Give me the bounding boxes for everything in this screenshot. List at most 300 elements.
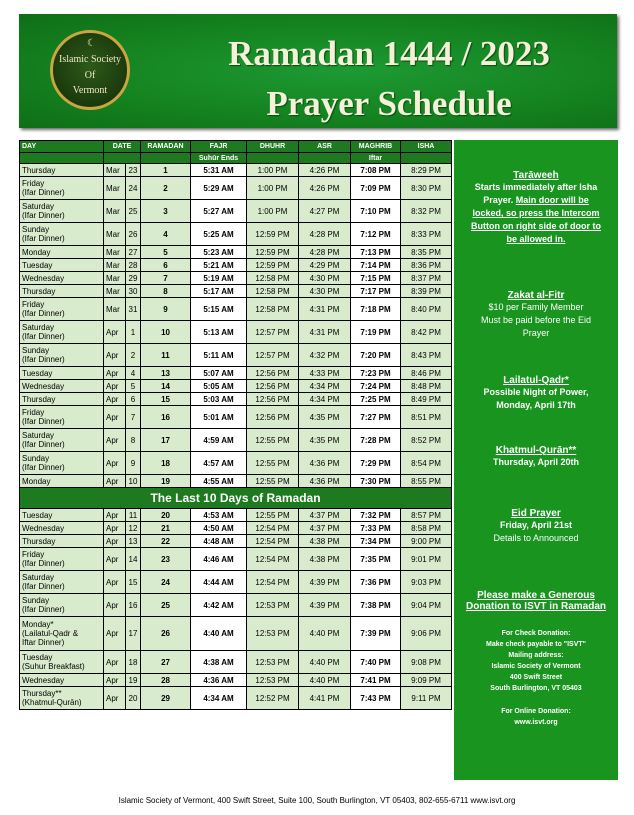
- day-cell: [20, 321, 104, 344]
- asr-time-cell: 4:30 PM: [299, 285, 351, 298]
- date-day-cell: 19: [126, 674, 141, 687]
- maghrib-time-cell: 7:28 PM: [351, 429, 401, 452]
- taraweeh-line2: Prayer.: [483, 195, 514, 205]
- table-row: [20, 246, 452, 259]
- maghrib-time-cell: 7:33 PM: [351, 522, 401, 535]
- dhuhr-time-cell: 12:53 PM: [247, 651, 299, 674]
- zakat-line1: $10 per Family Member: [488, 302, 584, 312]
- day-cell: [20, 380, 104, 393]
- table-row: [20, 522, 452, 535]
- header-maghrib: MAGHRIB: [351, 141, 401, 153]
- date-month-cell: Mar: [104, 285, 126, 298]
- day-cell: [20, 594, 104, 617]
- day-cell: [20, 367, 104, 380]
- header-ramadan: RAMADAN: [141, 141, 191, 153]
- table-row: [20, 272, 452, 285]
- header-isha: ISHA: [401, 141, 452, 153]
- dhuhr-time-cell: 12:59 PM: [247, 259, 299, 272]
- day-cell: [20, 344, 104, 367]
- fajr-time-cell: 5:29 AM: [191, 177, 247, 200]
- fajr-time-cell: 5:13 AM: [191, 321, 247, 344]
- date-day-cell: 29: [126, 272, 141, 285]
- header-date: DATE: [104, 141, 141, 153]
- date-month-cell: Mar: [104, 298, 126, 321]
- day-name: Tuesday: [22, 510, 53, 520]
- date-month-cell: Mar: [104, 259, 126, 272]
- ramadan-day-cell: 2: [141, 177, 191, 200]
- table-row: [20, 223, 452, 246]
- day-note: (Ifar Dinner): [22, 440, 65, 449]
- fajr-time-cell: 5:15 AM: [191, 298, 247, 321]
- khatm-title: Khatmul-Qurān**: [495, 445, 577, 456]
- maghrib-time-cell: 7:12 PM: [351, 223, 401, 246]
- date-day-cell: 15: [126, 571, 141, 594]
- day-name: Tuesday: [22, 368, 53, 378]
- dhuhr-time-cell: 12:55 PM: [247, 429, 299, 452]
- asr-time-cell: 4:31 PM: [299, 321, 351, 344]
- check-donation-title: For Check Donation:: [501, 630, 571, 637]
- date-day-cell: 28: [126, 259, 141, 272]
- isha-time-cell: 8:52 PM: [401, 429, 452, 452]
- day-name: Thursday: [22, 165, 56, 175]
- table-row: [20, 344, 452, 367]
- day-cell: [20, 674, 104, 687]
- taraweeh-title: Tarāweeh: [513, 170, 559, 181]
- day-cell: [20, 285, 104, 298]
- isha-time-cell: 8:54 PM: [401, 452, 452, 475]
- day-name: Saturday: [22, 431, 55, 440]
- day-note: (Ifar Dinner): [22, 211, 65, 220]
- maghrib-time-cell: 7:14 PM: [351, 259, 401, 272]
- day-note: (Ifar Dinner): [22, 188, 65, 197]
- dhuhr-time-cell: 12:59 PM: [247, 246, 299, 259]
- table-row: [20, 674, 452, 687]
- footer-address: Islamic Society of Vermont, 400 Swift Street, Suite 100, South Burlington, VT 05403, 802-655-6711 www.isvt.org: [118, 796, 516, 805]
- maghrib-time-cell: 7:36 PM: [351, 571, 401, 594]
- dhuhr-time-cell: 12:54 PM: [247, 535, 299, 548]
- isha-time-cell: 8:32 PM: [401, 200, 452, 223]
- eid-line1: Friday, April 21st: [499, 520, 573, 530]
- fajr-time-cell: 5:23 AM: [191, 246, 247, 259]
- dhuhr-time-cell: 1:00 PM: [247, 200, 299, 223]
- day-name: Friday: [22, 550, 45, 559]
- fajr-time-cell: 4:46 AM: [191, 548, 247, 571]
- table-row: [20, 285, 452, 298]
- fajr-time-cell: 5:27 AM: [191, 200, 247, 223]
- day-note: (Suhur Breakfast): [22, 662, 85, 671]
- fajr-time-cell: 4:59 AM: [191, 429, 247, 452]
- ramadan-day-cell: 24: [141, 571, 191, 594]
- day-cell: [20, 298, 104, 321]
- isha-time-cell: 8:37 PM: [401, 272, 452, 285]
- check-line4: 400 Swift Street: [509, 674, 563, 681]
- day-name: Thursday: [22, 536, 56, 546]
- day-name: Sunday: [22, 596, 50, 605]
- dhuhr-time-cell: 12:56 PM: [247, 367, 299, 380]
- taraweeh-line3: Main door will be: [515, 195, 589, 205]
- day-note-2: Iftar Dinner): [22, 638, 65, 647]
- day-name: Saturday: [22, 573, 55, 582]
- ramadan-day-cell: 3: [141, 200, 191, 223]
- date-month-cell: Apr: [104, 406, 126, 429]
- dhuhr-time-cell: 12:53 PM: [247, 674, 299, 687]
- day-cell: [20, 200, 104, 223]
- logo-text-line3: Vermont: [72, 85, 108, 96]
- date-day-cell: 4: [126, 367, 141, 380]
- table-row: [20, 259, 452, 272]
- ramadan-day-cell: 23: [141, 548, 191, 571]
- dhuhr-time-cell: 12:54 PM: [247, 548, 299, 571]
- table-row: [20, 475, 452, 488]
- date-day-cell: 30: [126, 285, 141, 298]
- date-month-cell: Apr: [104, 321, 126, 344]
- day-cell: [20, 406, 104, 429]
- dhuhr-time-cell: 12:58 PM: [247, 272, 299, 285]
- maghrib-time-cell: 7:20 PM: [351, 344, 401, 367]
- day-cell: [20, 475, 104, 488]
- day-note: (Ifar Dinner): [22, 332, 65, 341]
- table-row: [20, 200, 452, 223]
- date-month-cell: Apr: [104, 380, 126, 393]
- lailatul-title: Lailatul-Qadr*: [503, 375, 569, 386]
- page-subtitle: Prayer Schedule: [266, 84, 512, 123]
- date-month-cell: Apr: [104, 687, 126, 710]
- asr-time-cell: 4:39 PM: [299, 594, 351, 617]
- maghrib-time-cell: 7:40 PM: [351, 651, 401, 674]
- ramadan-day-cell: 14: [141, 380, 191, 393]
- ramadan-day-cell: 5: [141, 246, 191, 259]
- day-name: Thursday**: [22, 689, 62, 698]
- ramadan-day-cell: 15: [141, 393, 191, 406]
- dhuhr-time-cell: 1:00 PM: [247, 164, 299, 177]
- fajr-time-cell: 4:50 AM: [191, 522, 247, 535]
- date-day-cell: 1: [126, 321, 141, 344]
- isha-time-cell: 9:06 PM: [401, 617, 452, 651]
- isha-time-cell: 8:39 PM: [401, 285, 452, 298]
- date-month-cell: Apr: [104, 509, 126, 522]
- isha-time-cell: 9:04 PM: [401, 594, 452, 617]
- day-cell: [20, 393, 104, 406]
- isha-time-cell: 9:00 PM: [401, 535, 452, 548]
- day-cell: [20, 177, 104, 200]
- asr-time-cell: 4:32 PM: [299, 344, 351, 367]
- asr-time-cell: 4:38 PM: [299, 535, 351, 548]
- day-cell: [20, 452, 104, 475]
- check-line2: Mailing address:: [508, 652, 564, 659]
- asr-time-cell: 4:33 PM: [299, 367, 351, 380]
- date-month-cell: Apr: [104, 674, 126, 687]
- ramadan-day-cell: 8: [141, 285, 191, 298]
- table-row: [20, 429, 452, 452]
- fajr-time-cell: 5:01 AM: [191, 406, 247, 429]
- date-day-cell: 5: [126, 380, 141, 393]
- dhuhr-time-cell: 12:56 PM: [247, 393, 299, 406]
- day-cell: [20, 223, 104, 246]
- fajr-time-cell: 5:19 AM: [191, 272, 247, 285]
- taraweeh-line5: Button on right side of door to: [471, 221, 601, 231]
- asr-time-cell: 4:37 PM: [299, 509, 351, 522]
- asr-time-cell: 4:35 PM: [299, 429, 351, 452]
- ramadan-day-cell: 13: [141, 367, 191, 380]
- taraweeh-line1: Starts immediately after Isha: [474, 182, 598, 192]
- isha-time-cell: 8:58 PM: [401, 522, 452, 535]
- day-cell: [20, 651, 104, 674]
- lailatul-line2: Monday, April 17th: [496, 400, 576, 410]
- date-day-cell: 12: [126, 522, 141, 535]
- maghrib-time-cell: 7:30 PM: [351, 475, 401, 488]
- date-day-cell: 25: [126, 200, 141, 223]
- dhuhr-time-cell: 12:55 PM: [247, 475, 299, 488]
- dhuhr-time-cell: 12:56 PM: [247, 406, 299, 429]
- dhuhr-time-cell: 1:00 PM: [247, 177, 299, 200]
- day-name: Monday: [22, 476, 51, 486]
- day-cell: [20, 522, 104, 535]
- isha-time-cell: 9:11 PM: [401, 687, 452, 710]
- lailatul-line1: Possible Night of Power,: [483, 387, 589, 397]
- day-name: Tuesday: [22, 260, 53, 270]
- fajr-time-cell: 5:05 AM: [191, 380, 247, 393]
- isha-time-cell: 8:49 PM: [401, 393, 452, 406]
- table-row: [20, 594, 452, 617]
- asr-time-cell: 4:41 PM: [299, 687, 351, 710]
- dhuhr-time-cell: 12:59 PM: [247, 223, 299, 246]
- date-month-cell: Apr: [104, 367, 126, 380]
- isha-time-cell: 8:29 PM: [401, 164, 452, 177]
- date-month-cell: Apr: [104, 344, 126, 367]
- fajr-time-cell: 5:17 AM: [191, 285, 247, 298]
- day-note: (Ifar Dinner): [22, 234, 65, 243]
- asr-time-cell: 4:38 PM: [299, 548, 351, 571]
- dhuhr-time-cell: 12:55 PM: [247, 509, 299, 522]
- asr-time-cell: 4:36 PM: [299, 452, 351, 475]
- day-name: Wednesday: [22, 675, 65, 685]
- maghrib-time-cell: 7:15 PM: [351, 272, 401, 285]
- date-month-cell: Apr: [104, 594, 126, 617]
- asr-time-cell: 4:28 PM: [299, 246, 351, 259]
- eid-title: Eid Prayer: [511, 508, 561, 519]
- ramadan-day-cell: 10: [141, 321, 191, 344]
- date-day-cell: 27: [126, 246, 141, 259]
- date-day-cell: 18: [126, 651, 141, 674]
- maghrib-time-cell: 7:09 PM: [351, 177, 401, 200]
- table-row: [20, 571, 452, 594]
- fajr-time-cell: 4:34 AM: [191, 687, 247, 710]
- logo-text-line1: Islamic Society: [59, 54, 121, 65]
- maghrib-time-cell: 7:29 PM: [351, 452, 401, 475]
- asr-time-cell: 4:31 PM: [299, 298, 351, 321]
- day-cell: [20, 272, 104, 285]
- fajr-time-cell: 5:25 AM: [191, 223, 247, 246]
- khatm-line1: Thursday, April 20th: [492, 457, 579, 467]
- day-cell: [20, 429, 104, 452]
- maghrib-time-cell: 7:34 PM: [351, 535, 401, 548]
- table-header-row: [20, 141, 452, 153]
- table-row: [20, 164, 452, 177]
- date-month-cell: Apr: [104, 475, 126, 488]
- header-fajr: FAJR: [191, 141, 247, 153]
- day-name: Wednesday: [22, 273, 65, 283]
- date-day-cell: 17: [126, 617, 141, 651]
- table-row: [20, 535, 452, 548]
- maghrib-time-cell: 7:19 PM: [351, 321, 401, 344]
- isha-time-cell: 8:35 PM: [401, 246, 452, 259]
- ramadan-day-cell: 4: [141, 223, 191, 246]
- ramadan-day-cell: 17: [141, 429, 191, 452]
- asr-time-cell: 4:37 PM: [299, 522, 351, 535]
- table-row: [20, 367, 452, 380]
- fajr-time-cell: 4:36 AM: [191, 674, 247, 687]
- date-day-cell: 26: [126, 223, 141, 246]
- day-name: Wednesday: [22, 381, 65, 391]
- dhuhr-time-cell: 12:52 PM: [247, 687, 299, 710]
- day-note: (Lailatul-Qadr &: [22, 629, 79, 638]
- subheader-fajr: Suhūr Ends: [191, 153, 247, 164]
- fajr-time-cell: 4:44 AM: [191, 571, 247, 594]
- ramadan-day-cell: 29: [141, 687, 191, 710]
- table-row: [20, 509, 452, 522]
- fajr-time-cell: 5:21 AM: [191, 259, 247, 272]
- check-line3: Islamic Society of Vermont: [491, 663, 581, 670]
- asr-time-cell: 4:26 PM: [299, 177, 351, 200]
- isha-time-cell: 8:55 PM: [401, 475, 452, 488]
- day-name: Friday: [22, 179, 45, 188]
- ramadan-day-cell: 11: [141, 344, 191, 367]
- maghrib-time-cell: 7:35 PM: [351, 548, 401, 571]
- table-row: [20, 406, 452, 429]
- asr-time-cell: 4:26 PM: [299, 164, 351, 177]
- online-donation-url[interactable]: www.isvt.org: [514, 719, 558, 726]
- date-month-cell: Mar: [104, 164, 126, 177]
- day-name: Sunday: [22, 225, 50, 234]
- asr-time-cell: 4:40 PM: [299, 617, 351, 651]
- online-donation-title: For Online Donation:: [501, 708, 571, 715]
- ramadan-day-cell: 16: [141, 406, 191, 429]
- date-day-cell: 23: [126, 164, 141, 177]
- ramadan-day-cell: 22: [141, 535, 191, 548]
- date-month-cell: Apr: [104, 429, 126, 452]
- ramadan-day-cell: 18: [141, 452, 191, 475]
- dhuhr-time-cell: 12:53 PM: [247, 617, 299, 651]
- day-cell: [20, 535, 104, 548]
- donation-title-line1: Please make a Generous: [477, 590, 595, 601]
- fajr-time-cell: 5:07 AM: [191, 367, 247, 380]
- maghrib-time-cell: 7:24 PM: [351, 380, 401, 393]
- maghrib-time-cell: 7:10 PM: [351, 200, 401, 223]
- subheader-maghrib: Iftar: [351, 153, 401, 164]
- day-name: Friday: [22, 408, 45, 417]
- asr-time-cell: 4:40 PM: [299, 674, 351, 687]
- check-line1: Make check payable to "ISVT": [485, 641, 586, 648]
- day-name: Thursday: [22, 394, 56, 404]
- table-row: [20, 452, 452, 475]
- taraweeh-line4: locked, so press the Intercom: [472, 208, 600, 218]
- table-row: [20, 617, 452, 651]
- day-cell: [20, 617, 104, 651]
- fajr-time-cell: 4:40 AM: [191, 617, 247, 651]
- asr-time-cell: 4:39 PM: [299, 571, 351, 594]
- asr-time-cell: 4:34 PM: [299, 393, 351, 406]
- table-row: [20, 687, 452, 710]
- taraweeh-line6: be allowed in.: [506, 234, 566, 244]
- date-month-cell: Apr: [104, 393, 126, 406]
- dhuhr-time-cell: 12:56 PM: [247, 380, 299, 393]
- society-logo: [50, 30, 130, 110]
- day-note: (Ifar Dinner): [22, 417, 65, 426]
- table-row: [20, 321, 452, 344]
- day-note: (Ifar Dinner): [22, 309, 65, 318]
- date-month-cell: Mar: [104, 246, 126, 259]
- date-month-cell: Apr: [104, 571, 126, 594]
- day-name: Sunday: [22, 346, 50, 355]
- date-day-cell: 16: [126, 594, 141, 617]
- date-day-cell: 9: [126, 452, 141, 475]
- asr-time-cell: 4:35 PM: [299, 406, 351, 429]
- date-day-cell: 8: [126, 429, 141, 452]
- day-name: Saturday: [22, 202, 55, 211]
- fajr-time-cell: 5:31 AM: [191, 164, 247, 177]
- eid-line2: Details to Announced: [493, 533, 579, 543]
- info-sidebar: [454, 140, 618, 780]
- day-cell: [20, 571, 104, 594]
- isha-time-cell: 9:08 PM: [401, 651, 452, 674]
- maghrib-time-cell: 7:08 PM: [351, 164, 401, 177]
- maghrib-time-cell: 7:32 PM: [351, 509, 401, 522]
- dhuhr-time-cell: 12:53 PM: [247, 594, 299, 617]
- isha-time-cell: 8:36 PM: [401, 259, 452, 272]
- dhuhr-time-cell: 12:57 PM: [247, 344, 299, 367]
- date-day-cell: 14: [126, 548, 141, 571]
- date-day-cell: 6: [126, 393, 141, 406]
- day-cell: [20, 259, 104, 272]
- isha-time-cell: 8:57 PM: [401, 509, 452, 522]
- header-dhuhr: DHUHR: [247, 141, 299, 153]
- maghrib-time-cell: 7:23 PM: [351, 367, 401, 380]
- date-month-cell: Apr: [104, 548, 126, 571]
- fajr-time-cell: 4:55 AM: [191, 475, 247, 488]
- day-note: (Ifar Dinner): [22, 582, 65, 591]
- asr-time-cell: 4:28 PM: [299, 223, 351, 246]
- ramadan-day-cell: 6: [141, 259, 191, 272]
- ramadan-day-cell: 1: [141, 164, 191, 177]
- asr-time-cell: 4:34 PM: [299, 380, 351, 393]
- isha-time-cell: 8:42 PM: [401, 321, 452, 344]
- dhuhr-time-cell: 12:58 PM: [247, 285, 299, 298]
- date-day-cell: 13: [126, 535, 141, 548]
- maghrib-time-cell: 7:13 PM: [351, 246, 401, 259]
- fajr-time-cell: 4:53 AM: [191, 509, 247, 522]
- date-month-cell: Mar: [104, 177, 126, 200]
- maghrib-time-cell: 7:25 PM: [351, 393, 401, 406]
- isha-time-cell: 8:48 PM: [401, 380, 452, 393]
- table-subheader-row: [20, 153, 452, 164]
- date-month-cell: Apr: [104, 522, 126, 535]
- isha-time-cell: 8:43 PM: [401, 344, 452, 367]
- fajr-time-cell: 5:11 AM: [191, 344, 247, 367]
- day-name: Saturday: [22, 323, 55, 332]
- date-month-cell: Mar: [104, 272, 126, 285]
- table-row: [20, 177, 452, 200]
- date-day-cell: 24: [126, 177, 141, 200]
- date-month-cell: Apr: [104, 535, 126, 548]
- fajr-time-cell: 4:48 AM: [191, 535, 247, 548]
- page-title: Ramadan 1444 / 2023: [228, 34, 550, 73]
- dhuhr-time-cell: 12:58 PM: [247, 298, 299, 321]
- table-row: [20, 298, 452, 321]
- ramadan-day-cell: 27: [141, 651, 191, 674]
- ramadan-day-cell: 19: [141, 475, 191, 488]
- table-row: [20, 393, 452, 406]
- fajr-time-cell: 5:03 AM: [191, 393, 247, 406]
